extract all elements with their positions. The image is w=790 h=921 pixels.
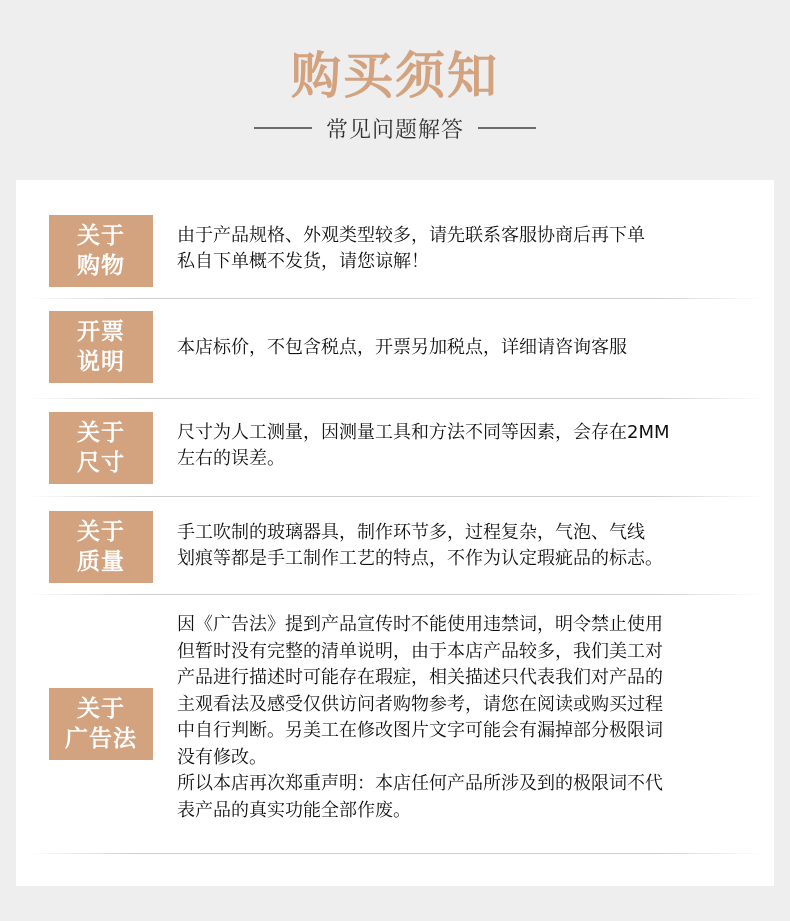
page-subtitle: 常见问题解答 [325, 117, 464, 143]
faq-text-invoice: 本店标价，不包含税点，开票另加税点，详细请咨询客服 [177, 337, 627, 358]
faq-label-advertising-law: 关于 广告法 [49, 688, 153, 760]
faq-divider [26, 594, 764, 595]
page-title: 购买须知 [291, 47, 499, 105]
faq-text-size: 尺寸为人工测量，因测量工具和方法不同等因素，会存在2MM 左右的误差。 [177, 422, 670, 469]
faq-text-shopping: 由于产品规格、外观类型较多，请先联系客服协商后再下单 私自下单概不发货，请您谅解！ [177, 225, 645, 272]
faq-label-size: 关于 尺寸 [49, 412, 153, 484]
subtitle-divider-left [254, 127, 312, 129]
subtitle-divider-right [478, 127, 536, 129]
faq-text-advertising-law: 因《广告法》提到产品宣传时不能使用违禁词，明令禁止使用 但暂时没有完整的清单说明，由于本店产品较多，我们美工对 产品进行描述时可能存在瑕症，相关描述只代表我们对产品的 主观看法及感受仅供访问者购物参考，请您在阅读或购买过程 中自行判断。另美工在修改图片文字可能会有漏掉部分极限词 没有修改。 所以本店再次郑重声明：本店任何产品所涉及到的极限词不代 表产品的真实功能全部作废。 [177, 614, 663, 821]
subtitle-row [0, 112, 790, 144]
faq-divider [26, 853, 764, 854]
faq-divider [26, 398, 764, 399]
faq-label-invoice: 开票 说明 [49, 311, 153, 383]
faq-label-shopping: 关于 购物 [49, 215, 153, 287]
faq-divider [26, 496, 764, 497]
faq-divider [26, 298, 764, 299]
faq-label-quality: 关于 质量 [49, 511, 153, 583]
faq-text-quality: 手工吹制的玻璃器具，制作环节多，过程复杂，气泡、气线 划痕等都是手工制作工艺的特点，不作为认定瑕疵品的标志。 [177, 522, 663, 569]
faq-card [16, 180, 774, 886]
